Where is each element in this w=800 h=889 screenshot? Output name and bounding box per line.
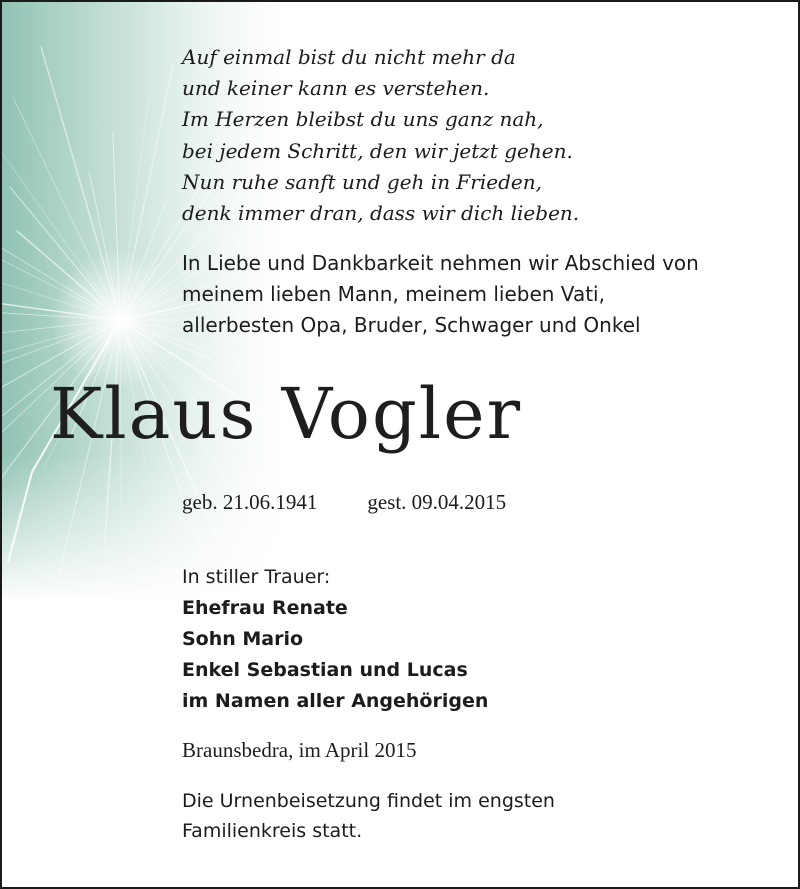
life-dates [182,487,506,517]
poem-line: Im Herzen bleibst du uns ganz nah, [182,107,544,132]
poem-line: Nun ruhe sanft und geh in Frieden, [182,169,542,194]
burial-notice-line: Familienkreis statt. [182,820,363,842]
place-and-date: Braunsbedra, im April 2015 [182,738,417,762]
mourners-heading: In stiller Trauer: [182,566,331,588]
poem-line: bei jedem Schritt, den wir jetzt gehen. [182,138,573,163]
mourner-name: Enkel Sebastian und Lucas [182,659,468,681]
mourners-block [182,562,488,717]
poem-line: denk immer dran, dass wir dich lieben. [182,201,580,226]
poem-line: Auf einmal bist du nicht mehr da [182,45,516,69]
deceased-name: Klaus Vogler [50,373,523,455]
death-date: gest. 09.04.2015 [367,490,507,514]
farewell-line: meinem lieben Mann, meinem lieben Vati, [182,282,605,306]
farewell-line: In Liebe und Dankbarkeit nehmen wir Abschied von [182,251,699,275]
poem [182,42,579,229]
burial-notice-line: Die Urnenbeisetzung findet im engsten [182,790,555,812]
farewell-line: allerbesten Opa, Bruder, Schwager und Onkel [182,313,641,337]
poem-line: und keiner kann es verstehen. [182,76,490,101]
burial-notice [182,786,555,846]
mourner-name: Sohn Mario [182,628,304,650]
mourner-name: Ehefrau Renate [182,597,348,619]
farewell-text [182,248,699,341]
birth-date: geb. 21.06.1941 [182,490,318,514]
mourner-name: im Namen aller Angehörigen [182,690,489,712]
